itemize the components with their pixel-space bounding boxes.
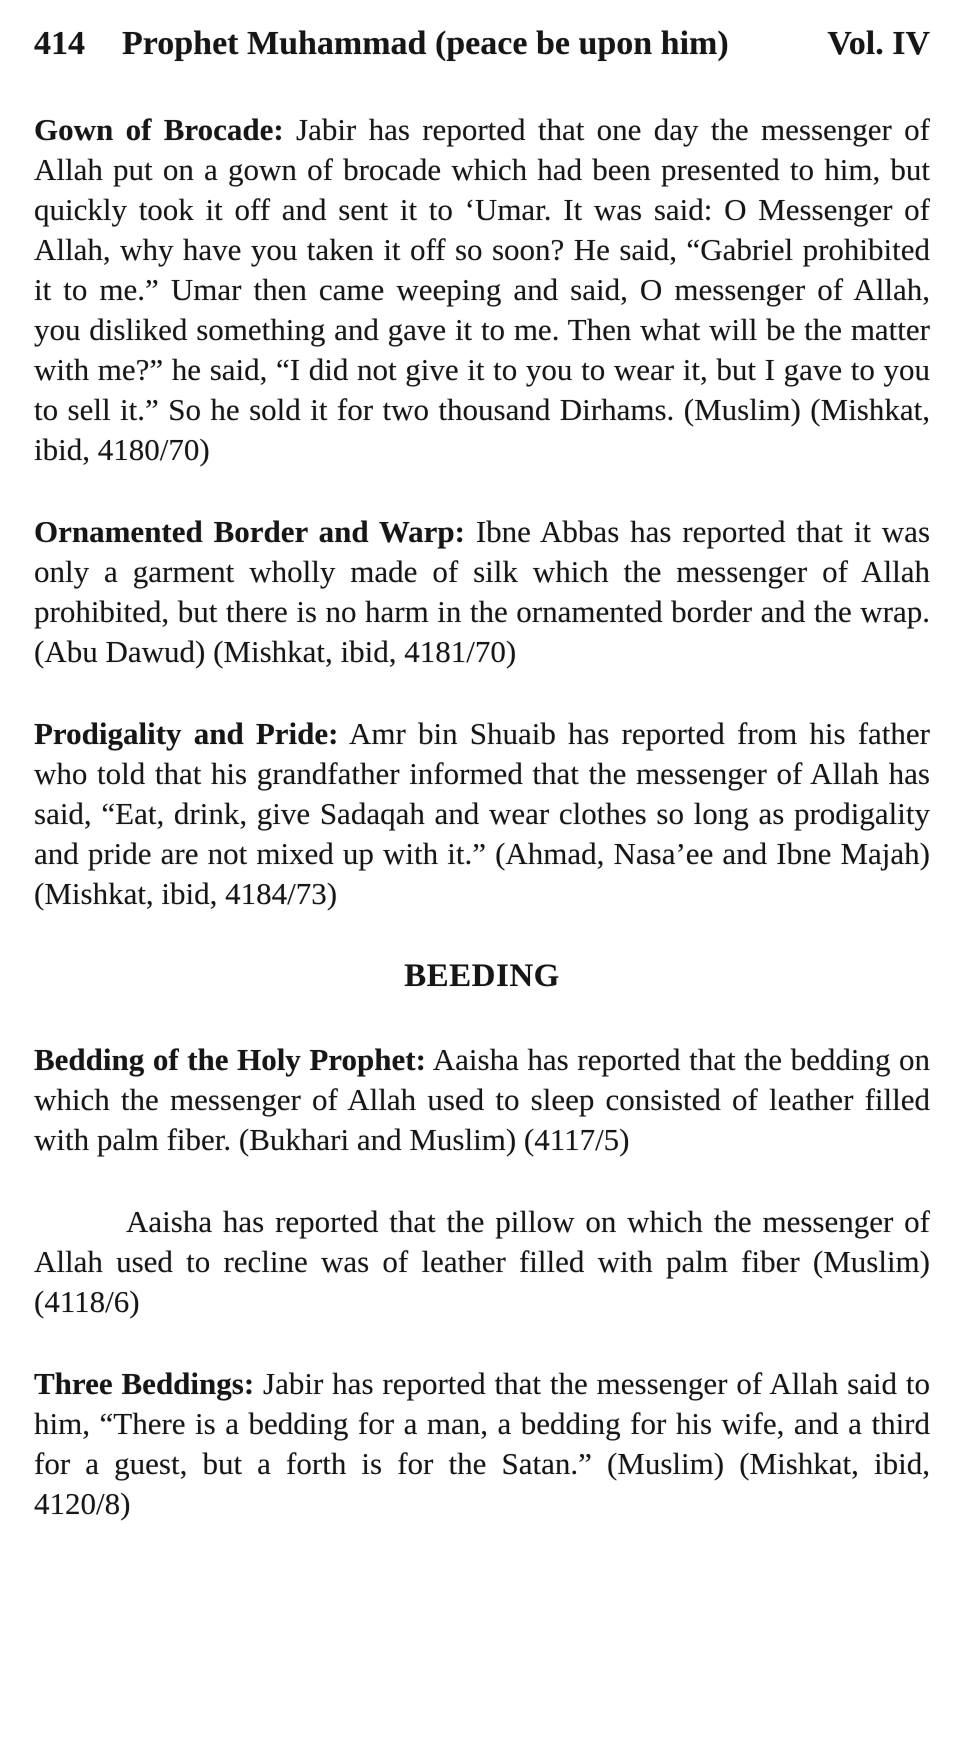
- paragraph-lead: Three Beddings:: [34, 1366, 255, 1401]
- paragraph-text: Aaisha has reported that the pillow on which the messenger of Allah used to recline was of leather filled with palm fiber (Muslim) (4118/6): [34, 1204, 930, 1319]
- paragraph-text: Jabir has reported that one day the messenger of Allah put on a gown of brocade which had been presented to him, but quickly took it off and sent it to ‘Umar. It was said: O Messenger of Allah, why have you taken it off so soon? He said, “Gabriel prohibited it to me.” Umar then came weeping and said, O messenger of Allah, you disliked something and gave it to me. Then what will be the matter with me?” he said, “I did not give it to you to wear it, but I gave to you to sell it.” So he sold it for two thousand Dirhams. (Muslim) (Mishkat, ibid, 4180/70): [34, 112, 930, 467]
- paragraph-text: Ibne Abbas has reported that it was only a garment wholly made of silk which the messenger of Allah prohibited, but there is no harm in the ornamented border and the wrap. (Abu Dawud) (Mishkat, ibid, 4181/70): [34, 514, 931, 669]
- section-heading-beeding: BEEDING: [404, 958, 560, 994]
- page-number: 414: [34, 25, 85, 62]
- paragraph-bedding-holy-prophet: [34, 1040, 930, 1160]
- paragraph-prodigality-and-pride: [34, 714, 930, 914]
- page-header: [34, 24, 930, 64]
- paragraph-aaisha-pillow: [34, 1202, 930, 1322]
- paragraph-text: Aaisha has reported that the bedding on which the messenger of Allah used to sleep consisted of leather filled with palm fiber. (Bukhari and Muslim) (4117/5): [34, 1042, 930, 1157]
- volume-label: Vol. IV: [827, 25, 930, 62]
- paragraph-gown-of-brocade: [34, 110, 930, 470]
- running-title: Prophet Muhammad (peace be upon him): [122, 25, 729, 62]
- paragraph-lead: Bedding of the Holy Prophet:: [34, 1042, 426, 1077]
- paragraph-ornamented-border: [34, 512, 930, 672]
- paragraph-lead: Ornamented Border and Warp:: [34, 514, 465, 549]
- paragraph-text: Amr bin Shuaib has reported from his father who told that his grandfather informed that the messenger of Allah has said, “Eat, drink, give Sadaqah and wear clothes so long as prodigality and pride are not mixed up with it.” (Ahmad, Nasa’ee and Ibne Majah) (Mishkat, ibid, 4184/73): [34, 716, 931, 911]
- paragraph-lead: Gown of Brocade:: [34, 112, 284, 147]
- paragraph-three-beddings: [34, 1364, 930, 1524]
- paragraph-lead: Prodigality and Pride:: [34, 716, 339, 751]
- paragraph-text: Jabir has reported that the messenger of Allah said to him, “There is a bedding for a man, a bedding for his wife, and a third for a guest, but a forth is for the Satan.” (Muslim) (Mishkat, ibid, 4120/8): [34, 1366, 931, 1521]
